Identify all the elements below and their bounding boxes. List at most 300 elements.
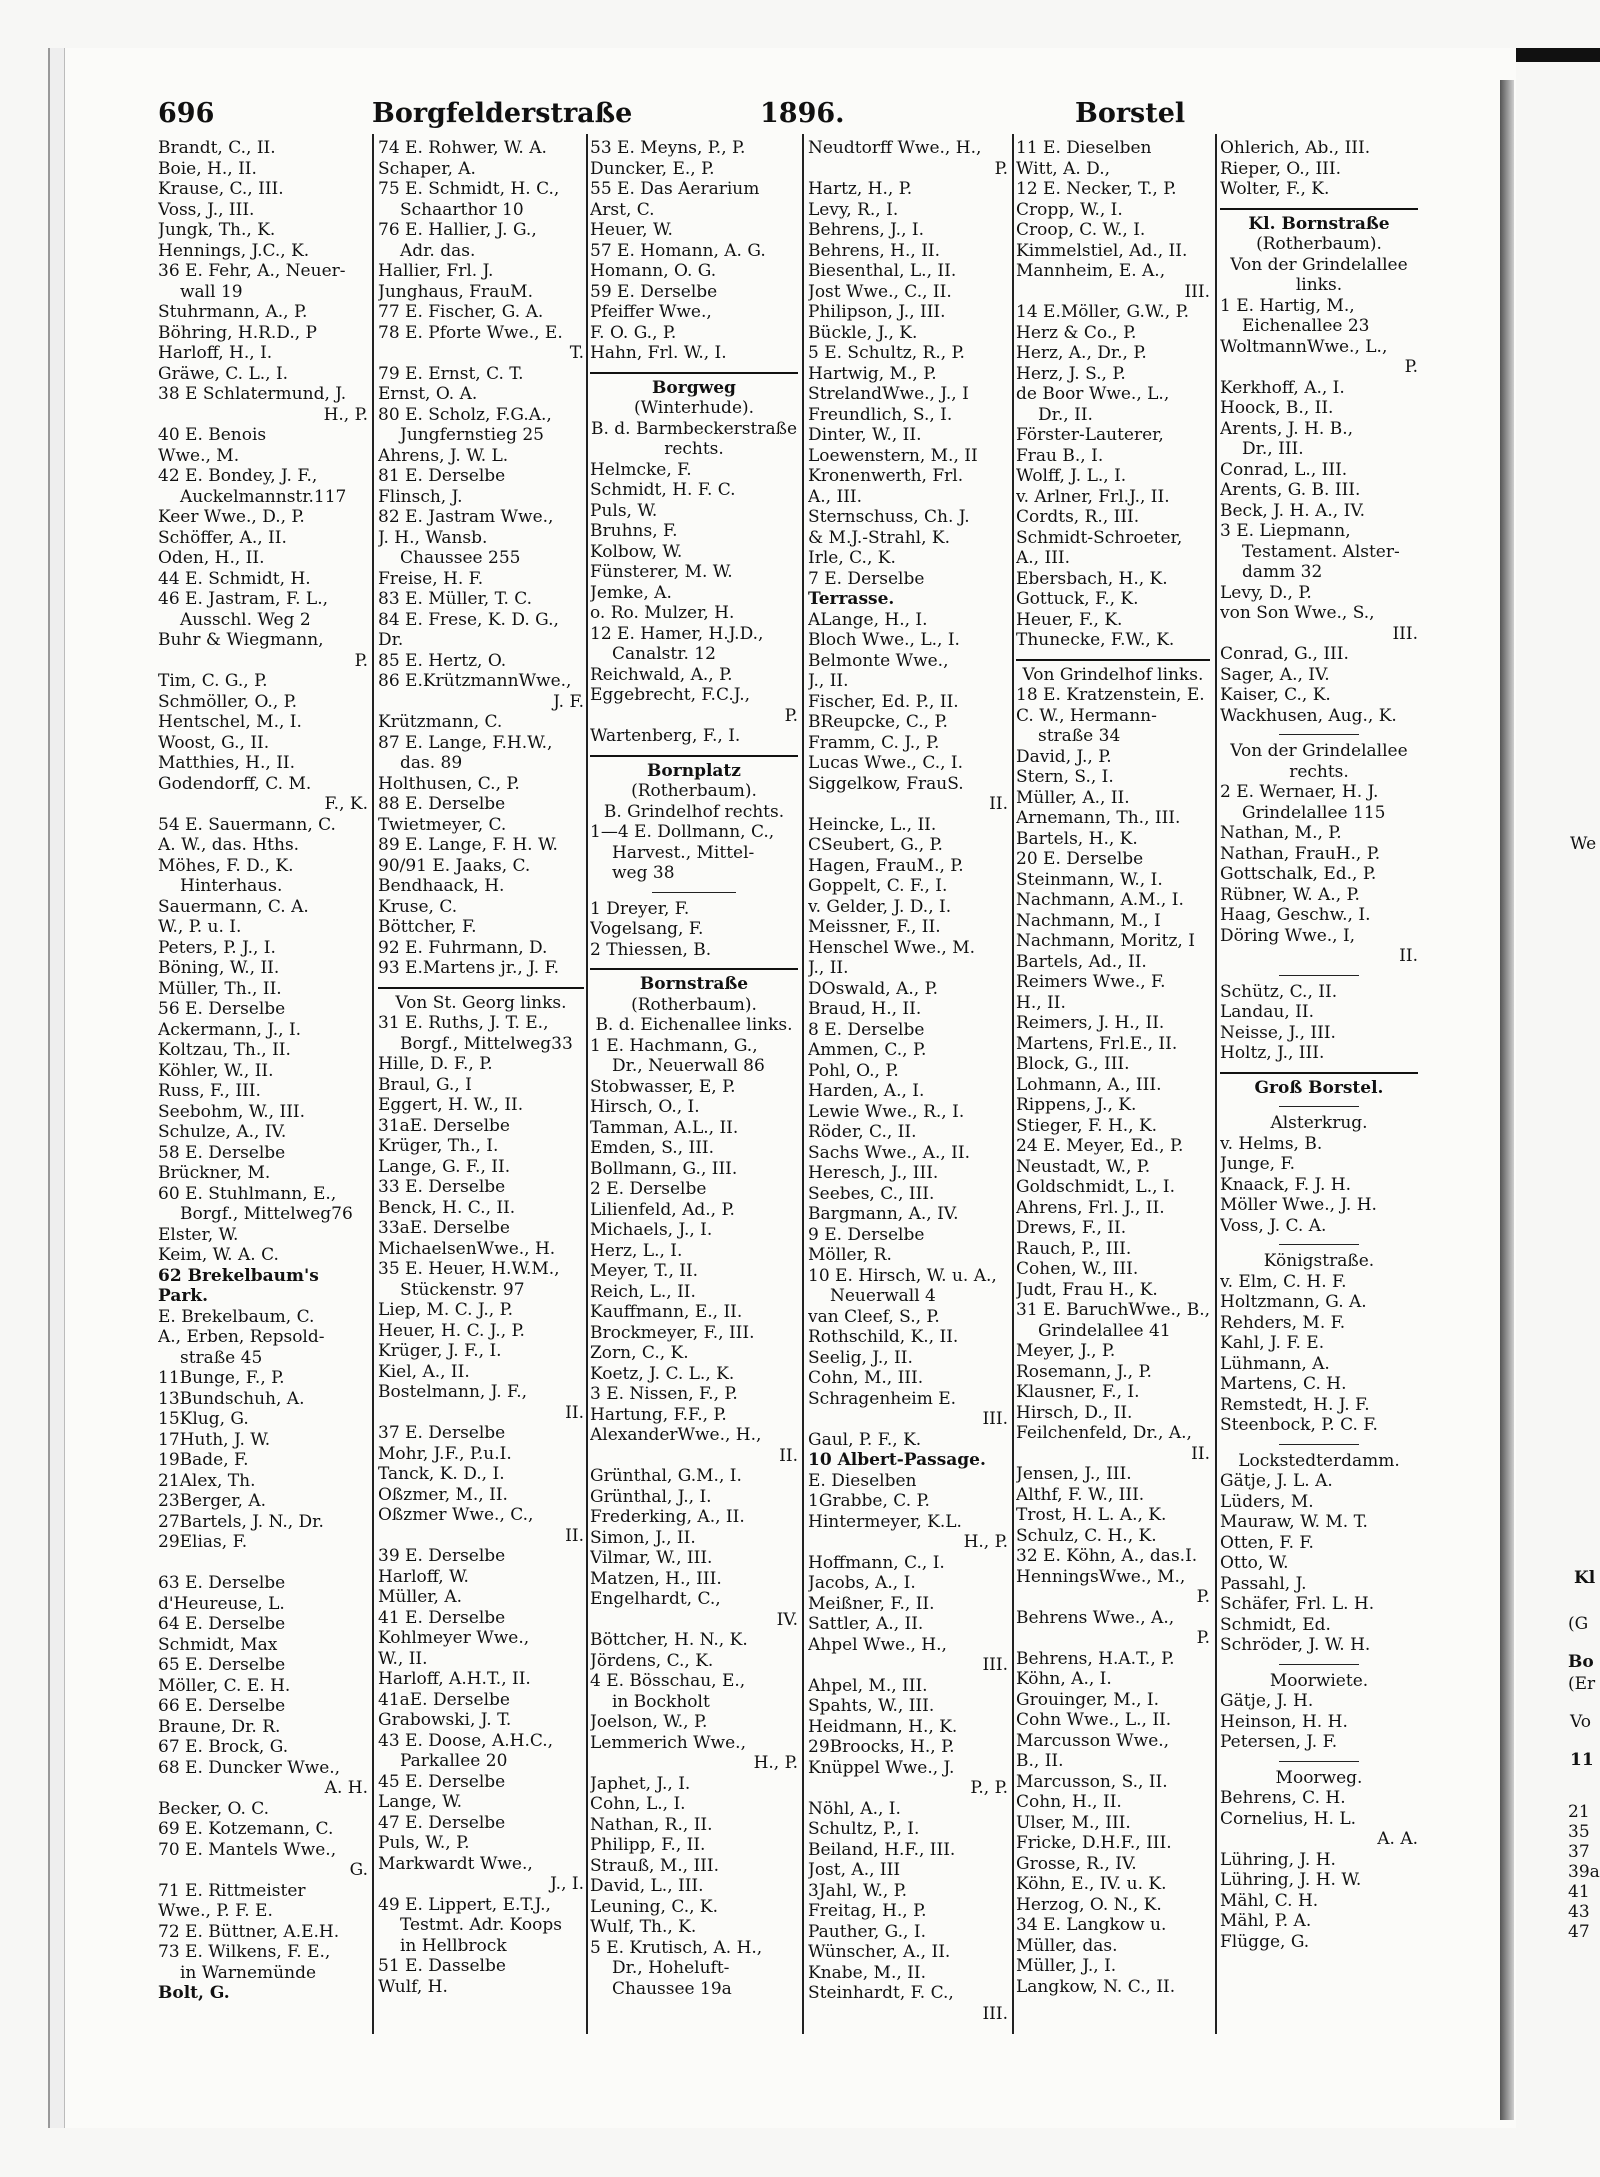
directory-entry: Becker, O. C.	[158, 1798, 270, 1819]
directory-entry: Herz, J. S., P.	[1016, 363, 1126, 384]
directory-entry: Petersen, J. F.	[1220, 1732, 1338, 1752]
directory-entry: Passahl, J.	[1220, 1573, 1307, 1594]
directory-entry: Müller, A., II.	[1016, 787, 1130, 808]
directory-entry: Bückle, J., K.	[808, 322, 918, 343]
directory-entry: Althf, F. W., III.	[1016, 1484, 1145, 1505]
directory-entry: Böttcher, H. N., K.	[590, 1630, 748, 1650]
directory-entry: 83 E. Müller, T. C.	[378, 589, 533, 609]
column-divider	[586, 134, 588, 2034]
directory-entry: 89 E. Lange, F. H. W.	[378, 835, 558, 855]
directory-entry: 67 E. Brock, G.	[158, 1737, 289, 1757]
directory-entry: 41 E. Derselbe	[378, 1607, 506, 1628]
directory-entry: P., P.	[970, 1778, 1008, 1798]
directory-entry: 47 E. Derselbe	[378, 1812, 506, 1833]
directory-entry: 77 E. Fischer, G. A.	[378, 302, 544, 322]
directory-entry: in Bockholt	[612, 1691, 710, 1712]
directory-entry: Kruse, C.	[378, 896, 458, 917]
directory-entry: Fricke, D.H.F., III.	[1016, 1833, 1172, 1853]
adjacent-number: 39a	[1568, 1862, 1600, 1882]
directory-entry: J., I.	[550, 1874, 584, 1894]
directory-entry: 2 E. Wernaer, H. J.	[1220, 782, 1379, 802]
directory-entry: 2 E. Derselbe	[590, 1179, 707, 1199]
directory-entry: II.	[1191, 1443, 1210, 1464]
directory-entry: Loewenstern, M., II	[808, 445, 978, 466]
directory-entry: 62 Brekelbaum's	[158, 1265, 319, 1286]
directory-entry: DOswald, A., P.	[808, 978, 938, 999]
directory-entry: Otto, W.	[1220, 1553, 1289, 1573]
column-divider	[1215, 134, 1217, 2034]
directory-entry: Schmidt, H. F. C.	[590, 480, 736, 500]
directory-entry: Lucas Wwe., C., I.	[808, 753, 964, 773]
directory-entry: Cornelius, H. L.	[1220, 1808, 1357, 1829]
directory-entry: WoltmannWwe., L.,	[1220, 336, 1388, 357]
directory-entry: Arents, J. H. B.,	[1220, 418, 1354, 439]
directory-entry: straße 34	[1038, 726, 1121, 746]
directory-entry: Leuning, C., K.	[590, 1896, 719, 1917]
directory-entry: Harloff, A.H.T., II.	[378, 1669, 531, 1689]
directory-entry: 11 E. Dieselben	[1016, 138, 1152, 158]
directory-entry: Rieper, O., III.	[1220, 158, 1342, 179]
directory-entry: MichaelsenWwe., H.	[378, 1238, 556, 1259]
directory-entry: 39 E. Derselbe	[378, 1546, 506, 1566]
directory-entry: Ahrens, Frl. J., II.	[1016, 1197, 1165, 1218]
short-rule	[1279, 1444, 1358, 1445]
directory-entry: P.	[1196, 1587, 1210, 1607]
directory-entry: 31 E. Ruths, J. T. E.,	[378, 1013, 549, 1033]
directory-entry: Kaiser, C., K.	[1220, 685, 1331, 705]
directory-entry: Sternschuss, Ch. J.	[808, 507, 970, 527]
directory-entry: Marcusson Wwe.,	[1016, 1730, 1170, 1751]
directory-entry: Eichenallee 23	[1242, 316, 1370, 336]
directory-entry: 84 E. Frese, K. D. G.,	[378, 609, 559, 630]
directory-entry: Nathan, M., P.	[1220, 823, 1342, 843]
column-divider	[802, 134, 804, 2034]
directory-entry: Hahn, Frl. W., I.	[590, 343, 727, 363]
directory-entry: Grünthal, J., I.	[590, 1486, 712, 1507]
directory-entry: Markwardt Wwe.,	[378, 1853, 533, 1874]
directory-entry: Herzog, O. N., K.	[1016, 1894, 1162, 1915]
directory-entry: Neuerwall 4	[830, 1286, 936, 1306]
directory-entry: Rauch, P., III.	[1016, 1238, 1132, 1259]
short-rule	[1279, 975, 1358, 976]
directory-entry: Lemmerich Wwe.,	[590, 1732, 746, 1753]
directory-entry: damm 32	[1242, 562, 1323, 582]
directory-entry: Nöhl, A., I.	[808, 1798, 901, 1819]
directory-entry: 44 E. Schmidt, H.	[158, 568, 311, 589]
directory-entry: o. Ro. Mulzer, H.	[590, 603, 735, 623]
directory-entry: Voss, J., III.	[158, 199, 255, 220]
directory-entry: Martens, Frl.E., II.	[1016, 1033, 1178, 1054]
directory-entry: Strauß, M., III.	[590, 1855, 720, 1876]
column-4	[808, 138, 1008, 2068]
directory-entry: Lockstedterdamm.	[1238, 1450, 1400, 1471]
directory-entry: Steinmann, W., I.	[1016, 869, 1163, 890]
directory-entry: 9 E. Derselbe	[808, 1224, 925, 1245]
directory-entry: Henschel Wwe., M.	[808, 937, 976, 958]
directory-entry: Lüders, M.	[1220, 1491, 1314, 1512]
directory-entry: Testmt. Adr. Koops	[400, 1915, 562, 1935]
directory-entry: Park.	[158, 1286, 208, 1306]
directory-entry: Lange, G. F., II.	[378, 1156, 511, 1177]
directory-entry: links.	[1295, 275, 1343, 295]
directory-entry: 73 E. Wilkens, F. E.,	[158, 1942, 331, 1962]
directory-entry: G.	[349, 1860, 368, 1880]
directory-entry: Bornstraße	[639, 974, 749, 994]
directory-entry: Pauther, G., I.	[808, 1921, 926, 1942]
directory-entry: Tim, C. G., P.	[158, 671, 268, 691]
directory-entry: H., P.	[963, 1532, 1008, 1552]
directory-entry: 24 E. Meyer, Ed., P.	[1016, 1136, 1184, 1156]
directory-entry: 69 E. Kotzemann, C.	[158, 1819, 334, 1839]
directory-entry: Neudtorff Wwe., H.,	[808, 138, 982, 158]
directory-entry: Müller, A.	[378, 1587, 463, 1607]
directory-entry: 18 E. Kratzenstein, E.	[1016, 685, 1205, 705]
directory-entry: Vogelsang, F.	[590, 919, 704, 939]
book-binding-edge	[48, 48, 65, 2128]
adjacent-number: 21	[1568, 1802, 1590, 1822]
section-rule	[1220, 208, 1418, 210]
directory-entry: Wulf, H.	[378, 1976, 448, 1997]
directory-entry: v. Helms, B.	[1220, 1133, 1323, 1154]
directory-entry: 33aE. Derselbe	[378, 1218, 510, 1238]
directory-entry: de Boor Wwe., L.,	[1016, 384, 1170, 404]
directory-entry: Oden, H., II.	[158, 548, 265, 568]
directory-entry: Steinhardt, F. C.,	[808, 1983, 954, 2003]
directory-entry: Schmöller, O., P.	[158, 691, 298, 712]
directory-entry: Liep, M. C. J., P.	[378, 1300, 514, 1320]
directory-entry: Bolt, G.	[158, 1983, 230, 2003]
directory-entry: Puls, W., P.	[378, 1833, 470, 1853]
directory-entry: Jungfernstieg 25	[400, 425, 544, 445]
directory-entry: Philipson, J., III.	[808, 302, 946, 322]
directory-entry: Stobwasser, E, P.	[590, 1076, 736, 1097]
directory-entry: Biesenthal, L., II.	[808, 261, 957, 281]
directory-entry: 68 E. Duncker Wwe.,	[158, 1757, 341, 1778]
directory-entry: Krüger, Th., I.	[378, 1136, 499, 1156]
directory-entry: Marcusson, S., II.	[1016, 1771, 1168, 1792]
directory-entry: Engelhardt, C.,	[590, 1589, 721, 1609]
column-1	[158, 138, 368, 2068]
directory-entry: Kohlmeyer Wwe.,	[378, 1628, 530, 1648]
directory-entry: 32 E. Köhn, A., das.I.	[1016, 1546, 1198, 1566]
directory-entry: 3Jahl, W., P.	[808, 1880, 908, 1901]
directory-entry: Wartenberg, F., I.	[590, 726, 741, 746]
directory-entry: Knabe, M., II.	[808, 1962, 926, 1983]
directory-entry: Knüppel Wwe., J.	[808, 1757, 955, 1778]
directory-entry: Conrad, L., III.	[1220, 459, 1348, 480]
directory-entry: 75 E. Schmidt, H. C.,	[378, 179, 560, 199]
directory-entry: Sattler, A., II.	[808, 1614, 924, 1634]
directory-entry: Rübner, W. A., P.	[1220, 884, 1360, 905]
directory-entry: Stuhrmann, A., P.	[158, 302, 308, 322]
directory-entry: & M.J.-Strahl, K.	[808, 527, 951, 548]
directory-entry: in Warnemünde	[180, 1962, 317, 1983]
directory-entry: Hoock, B., II.	[1220, 398, 1334, 418]
directory-entry: Conrad, G., III.	[1220, 644, 1349, 664]
directory-entry: Hinterhaus.	[180, 876, 283, 896]
directory-entry: Schmidt, Ed.	[1220, 1614, 1331, 1635]
directory-entry: Lohmann, A., III.	[1016, 1074, 1162, 1095]
directory-entry: Mähl, C. H.	[1220, 1890, 1319, 1911]
directory-entry: Pfeiffer Wwe.,	[590, 302, 712, 322]
directory-entry: Jost, A., III	[808, 1860, 901, 1880]
directory-entry: Bostelmann, J. F.,	[378, 1382, 527, 1402]
directory-entry: Möller, R.	[808, 1245, 892, 1265]
directory-entry: Schragenheim E.	[808, 1388, 957, 1409]
directory-entry: von Son Wwe., S.,	[1220, 603, 1375, 623]
directory-entry: Drews, F., II.	[1016, 1218, 1127, 1238]
section-rule	[1220, 1072, 1418, 1074]
directory-entry: Ulser, M., III.	[1016, 1812, 1131, 1833]
adjacent-fragment: Bo	[1568, 1652, 1594, 1672]
directory-entry: Bornplatz	[647, 760, 741, 781]
directory-entry: Ahrens, J. W. L.	[378, 445, 509, 466]
directory-entry: Nathan, FrauH., P.	[1220, 843, 1381, 864]
directory-entry: Croop, C. W., I.	[1016, 220, 1146, 240]
directory-entry: 76 E. Hallier, J. G.,	[378, 220, 537, 240]
directory-entry: Gottschalk, Ed., P.	[1220, 864, 1377, 884]
directory-entry: Rothschild, K., II.	[808, 1327, 959, 1347]
directory-entry: Heuer, W.	[590, 220, 673, 240]
directory-entry: Harden, A., I.	[808, 1081, 925, 1101]
directory-entry: Jacobs, A., I.	[808, 1573, 916, 1593]
directory-entry: Kronenwerth, Frl.	[808, 466, 964, 486]
directory-entry: Levy, D., P.	[1220, 582, 1312, 603]
directory-entry: Hirsch, D., II.	[1016, 1402, 1133, 1423]
directory-entry: Holthusen, C., P.	[378, 773, 520, 794]
directory-entry: Benck, H. C., II.	[378, 1197, 516, 1218]
section-rule	[590, 755, 798, 757]
directory-entry: 88 E. Derselbe	[378, 794, 506, 814]
directory-entry: 40 E. Benois	[158, 425, 267, 445]
directory-entry: Holtz, J., III.	[1220, 1043, 1325, 1063]
directory-entry: Böttcher, F.	[378, 917, 477, 937]
directory-entry: Judt, Frau H., K.	[1016, 1279, 1158, 1300]
directory-entry: A. H.	[324, 1778, 368, 1798]
directory-entry: Müller, Th., II.	[158, 978, 282, 999]
directory-entry: II.	[989, 794, 1008, 814]
directory-entry: Grouinger, M., I.	[1016, 1689, 1160, 1710]
directory-entry: E. Dieselben	[808, 1470, 917, 1491]
directory-entry: Schmidt-Schroeter,	[1016, 527, 1183, 548]
directory-entry: Ohlerich, Ab., III.	[1220, 138, 1371, 158]
directory-entry: CSeubert, G., P.	[808, 835, 943, 855]
directory-entry: 1Grabbe, C. P.	[808, 1491, 930, 1511]
directory-entry: 65 E. Derselbe	[158, 1655, 286, 1675]
directory-entry: Behrens, C. H.	[1220, 1788, 1346, 1808]
adjacent-number: 35	[1568, 1822, 1590, 1842]
directory-entry: Sager, A., IV.	[1220, 664, 1330, 685]
directory-entry: Steenbock, P. C. F.	[1220, 1415, 1378, 1435]
directory-entry: Godendorff, C. M.	[158, 773, 312, 794]
directory-entry: Kahl, J. F. E.	[1220, 1333, 1325, 1353]
directory-entry: Michaels, J., I.	[590, 1220, 713, 1240]
directory-entry: Schaarthor 10	[400, 199, 524, 220]
directory-entry: ALange, H., I.	[808, 609, 928, 630]
directory-entry: Koetz, J. C. L., K.	[590, 1363, 735, 1384]
directory-entry: 38 E Schlatermund, J.	[158, 384, 347, 404]
directory-entry: IV.	[776, 1609, 798, 1630]
directory-entry: Siggelkow, FrauS.	[808, 773, 964, 794]
directory-entry: Böning, W., II.	[158, 958, 280, 978]
directory-entry: 15Klug, G.	[158, 1409, 249, 1429]
directory-entry: Cohn Wwe., L., II.	[1016, 1710, 1172, 1730]
directory-entry: Lühring, J. H. W.	[1220, 1870, 1362, 1890]
directory-entry: 19Bade, F.	[158, 1450, 249, 1470]
directory-entry: J. F.	[553, 691, 584, 712]
directory-entry: 51 E. Dasselbe	[378, 1956, 506, 1976]
directory-entry: Möller, C. E. H.	[158, 1675, 291, 1696]
directory-entry: Woost, G., II.	[158, 732, 270, 753]
directory-entry: Parkallee 20	[400, 1751, 508, 1771]
directory-entry: A. W., das. Hths.	[158, 835, 300, 855]
directory-entry: Japhet, J., I.	[590, 1773, 691, 1794]
directory-entry: Wulf, Th., K.	[590, 1917, 697, 1937]
directory-entry: Kauffmann, E., II.	[590, 1302, 743, 1322]
directory-entry: Voss, J. C. A.	[1220, 1215, 1327, 1236]
directory-entry: Rosemann, J., P.	[1016, 1361, 1152, 1382]
directory-entry: Cohen, W., III.	[1016, 1259, 1139, 1279]
directory-entry: straße 45	[180, 1347, 263, 1368]
directory-entry: 1 E. Hachmann, G.,	[590, 1035, 758, 1056]
directory-entry: Harloff, W.	[378, 1566, 469, 1587]
directory-entry: 53 E. Meyns, P., P.	[590, 138, 746, 158]
directory-entry: Helmcke, F.	[590, 459, 692, 480]
directory-entry: 10 Albert-Passage.	[808, 1450, 986, 1470]
directory-entry: Schröder, J. W. H.	[1220, 1635, 1371, 1655]
directory-entry: 31 E. BaruchWwe., B.,	[1016, 1300, 1210, 1320]
directory-entry: Hille, D. F., P.	[378, 1054, 493, 1074]
directory-entry: Sachs Wwe., A., II.	[808, 1142, 970, 1163]
directory-entry: Emden, S., III.	[590, 1138, 715, 1158]
directory-entry: Hagen, FrauM., P.	[808, 855, 964, 876]
directory-entry: Matthies, H., II.	[158, 753, 296, 773]
directory-entry: Nachmann, M., I	[1016, 910, 1161, 931]
directory-entry: Lange, W.	[378, 1792, 463, 1812]
directory-entry: Langkow, N. C., II.	[1016, 1976, 1176, 1997]
directory-entry: StrelandWwe., J., I	[808, 384, 969, 404]
directory-entry: Lühring, J. H.	[1220, 1849, 1336, 1870]
directory-entry: Müller, das.	[1016, 1935, 1118, 1956]
directory-entry: Haag, Geschw., I.	[1220, 905, 1371, 925]
directory-entry: Kiel, A., II.	[378, 1361, 470, 1382]
directory-entry: Von Grindelhof links.	[1022, 664, 1204, 685]
directory-entry: Grindelallee 115	[1242, 802, 1386, 823]
directory-entry: Möhes, F. D., K.	[158, 855, 294, 876]
adjacent-page-fragment	[1518, 48, 1600, 2177]
directory-entry: Duncker, E., P.	[590, 158, 715, 179]
short-rule	[1279, 1106, 1358, 1107]
directory-entry: Röder, C., II.	[808, 1122, 917, 1142]
directory-entry: 63 E. Derselbe	[158, 1573, 286, 1593]
directory-entry: Puls, W.	[590, 500, 658, 521]
section-rule	[1016, 659, 1210, 661]
directory-entry: weg 38	[612, 863, 675, 883]
directory-entry: Hartz, H., P.	[808, 179, 913, 199]
directory-entry: Flügge, G.	[1220, 1931, 1310, 1952]
directory-entry: Trost, H. L. A., K.	[1016, 1505, 1167, 1525]
directory-entry: Ammen, C., P.	[808, 1040, 927, 1060]
directory-entry: Chaussee 255	[400, 548, 521, 568]
directory-entry: 1 Dreyer, F.	[590, 898, 690, 919]
directory-entry: Frederking, A., II.	[590, 1507, 745, 1527]
directory-entry: 60 E. Stuhlmann, E.,	[158, 1183, 337, 1204]
directory-entry: Borgf., Mittelweg76	[180, 1204, 353, 1224]
directory-entry: Braul, G., I	[378, 1074, 472, 1095]
directory-entry: B., II.	[1016, 1751, 1064, 1771]
section-rule	[590, 372, 798, 374]
directory-entry: 2 Thiessen, B.	[590, 939, 712, 960]
directory-entry: Moorweg.	[1275, 1767, 1363, 1788]
directory-entry: Cohn, M., III.	[808, 1368, 924, 1388]
directory-entry: Goppelt, C. F., I.	[808, 876, 948, 896]
directory-entry: Bartels, Ad., II.	[1016, 951, 1147, 972]
directory-entry: Krause, C., III.	[158, 179, 284, 199]
directory-entry: 81 E. Derselbe	[378, 466, 506, 486]
adjacent-fragment: 11	[1570, 1750, 1594, 1770]
directory-entry: 27Bartels, J. N., Dr.	[158, 1511, 324, 1532]
directory-entry: Cordts, R., III.	[1016, 507, 1140, 527]
directory-entry: 54 E. Sauermann, C.	[158, 814, 336, 835]
directory-entry: Neustadt, W., P.	[1016, 1156, 1151, 1177]
directory-entry: Nachmann, Moritz, I	[1016, 931, 1195, 951]
directory-entry: 14 E.Möller, G.W., P.	[1016, 302, 1189, 322]
directory-entry: Wolter, F., K.	[1220, 179, 1330, 199]
directory-entry: (Winterhude).	[633, 398, 755, 418]
directory-entry: H., P.	[323, 404, 368, 425]
page-number: 696	[158, 98, 215, 129]
directory-entry: Jost Wwe., C., II.	[808, 281, 952, 302]
directory-entry: Wolff, J. L., I.	[1016, 466, 1127, 486]
directory-entry: A., III.	[1016, 548, 1071, 568]
directory-entry: Block, G., III.	[1016, 1054, 1130, 1074]
directory-entry: Rehders, M. F.	[1220, 1312, 1346, 1333]
directory-entry: Chaussee 19a	[612, 1978, 732, 1999]
directory-entry: 46 E. Jastram, F. L.,	[158, 589, 328, 609]
directory-entry: Mähl, P. A.	[1220, 1911, 1312, 1931]
directory-entry: P.	[784, 705, 798, 726]
directory-entry: d'Heureuse, L.	[158, 1593, 285, 1614]
directory-entry: Frau B., I.	[1016, 445, 1104, 466]
directory-entry: III.	[982, 1409, 1008, 1429]
directory-entry: Müller, J., I.	[1016, 1956, 1117, 1976]
directory-entry: Seebes, C., III.	[808, 1183, 935, 1204]
directory-entry: 90/91 E. Jaaks, C.	[378, 855, 531, 876]
directory-entry: Neisse, J., III.	[1220, 1022, 1336, 1043]
directory-entry: Hartung, F.F., P.	[590, 1404, 727, 1425]
directory-entry: Nachmann, A.M., I.	[1016, 890, 1184, 910]
directory-entry: Ahpel Wwe., H.,	[808, 1634, 947, 1655]
directory-entry: Philipp, F., II.	[590, 1835, 706, 1855]
directory-entry: Von der Grindelallee	[1230, 741, 1408, 761]
directory-entry: 8 E. Derselbe	[808, 1019, 925, 1040]
directory-entry: Eggert, H. W., II.	[378, 1095, 524, 1115]
directory-entry: Lühmann, A.	[1220, 1353, 1330, 1374]
directory-entry: Fischer, Ed. P., II.	[808, 691, 959, 712]
directory-entry: Groß Borstel.	[1254, 1077, 1384, 1098]
directory-entry: Pohl, O., P.	[808, 1060, 899, 1081]
directory-entry: Tamman, A.L., II.	[590, 1117, 739, 1138]
directory-entry: Dr., Neuerwall 86	[612, 1056, 765, 1076]
directory-entry: C. W., Hermann-	[1016, 705, 1157, 726]
directory-entry: Schäfer, Frl. L. H.	[1220, 1594, 1375, 1614]
directory-entry: II.	[565, 1402, 584, 1423]
directory-entry: Dr., Hoheluft-	[612, 1958, 730, 1978]
directory-entry: Meissner, F., II.	[808, 917, 941, 937]
directory-entry: Kimmelstiel, Ad., II.	[1016, 240, 1188, 261]
directory-entry: J. H., Wansb.	[378, 527, 488, 548]
directory-entry: 36 E. Fehr, A., Neuer-	[158, 261, 346, 281]
